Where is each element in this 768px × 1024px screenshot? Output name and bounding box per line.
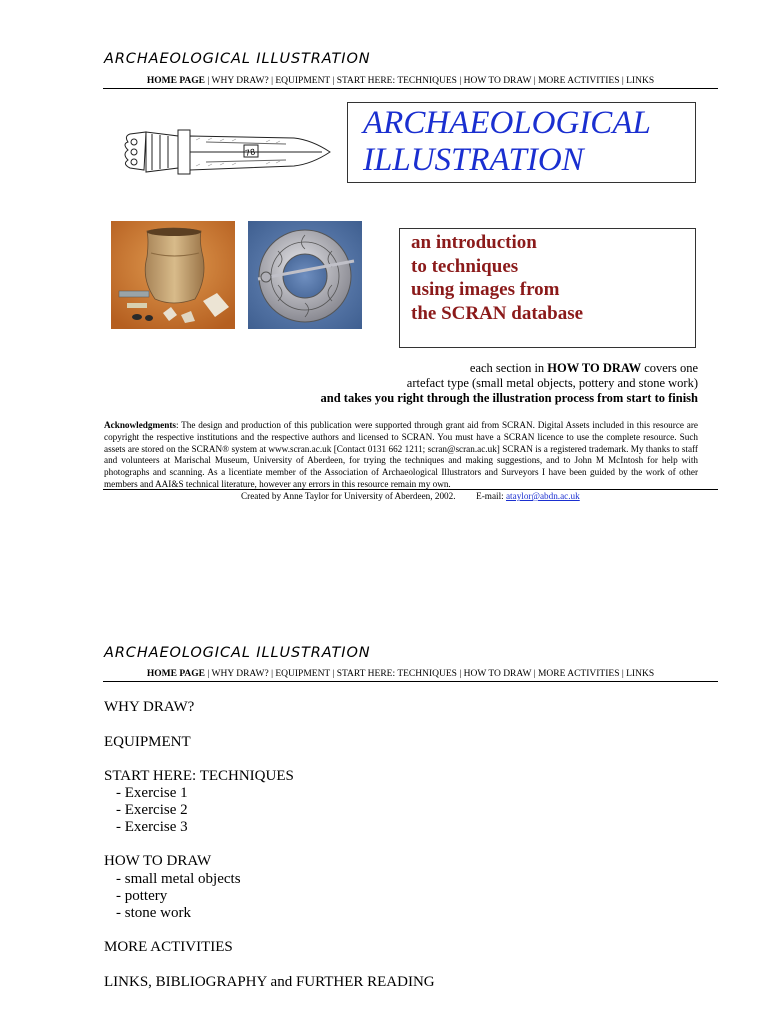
brooch-photo bbox=[248, 221, 362, 329]
toc-exercise-2[interactable]: - Exercise 2 bbox=[116, 802, 188, 818]
sections-line-2: artefact type (small metal objects, pottery and stone work) bbox=[406, 376, 698, 390]
main-title-line2: ILLUSTRATION bbox=[363, 142, 584, 178]
email-label: E-mail: bbox=[476, 491, 504, 501]
toc-pottery[interactable]: - pottery bbox=[116, 888, 168, 904]
page-header-title: ARCHAEOLOGICAL ILLUSTRATION bbox=[104, 51, 371, 67]
toc-links[interactable]: LINKS, BIBLIOGRAPHY and FURTHER READING bbox=[104, 974, 435, 990]
sections-line-1: each section in HOW TO DRAW covers one bbox=[469, 361, 698, 375]
intro-line-1: an introduction bbox=[411, 232, 537, 253]
nav-home-link[interactable]: HOME PAGE bbox=[146, 76, 206, 86]
nav-home-link-2[interactable]: HOME PAGE bbox=[146, 669, 206, 679]
toc-how-to-draw[interactable]: HOW TO DRAW bbox=[104, 853, 212, 869]
toc-exercise-3[interactable]: - Exercise 3 bbox=[116, 819, 188, 835]
acknowledgments bbox=[104, 420, 698, 491]
credit-text: Created by Anne Taylor for University of Aberdeen, 2002. bbox=[241, 491, 456, 501]
title-box bbox=[347, 102, 696, 183]
toc-stone-work[interactable]: - stone work bbox=[116, 905, 191, 921]
sections-line-3: and takes you right through the illustration process from start to finish bbox=[320, 391, 698, 405]
header-rule-2 bbox=[103, 681, 718, 682]
intro-line-2: to techniques bbox=[411, 255, 519, 277]
toc-small-metal[interactable]: - small metal objects bbox=[116, 871, 241, 887]
svg-text:78: 78 bbox=[244, 147, 256, 158]
toc-why-draw[interactable]: WHY DRAW? bbox=[104, 699, 195, 715]
nav-links[interactable]: | WHY DRAW? | EQUIPMENT | START HERE: TECHNIQUES | HOW TO DRAW | MORE ACTIVITIES | LINKS bbox=[207, 76, 655, 86]
ack-label: Acknowledgments bbox=[104, 420, 176, 430]
page2-header-title: ARCHAEOLOGICAL ILLUSTRATION bbox=[104, 645, 371, 661]
nav-bar-2 bbox=[104, 669, 697, 679]
dagger-illustration bbox=[116, 112, 338, 200]
toc-exercise-1[interactable]: - Exercise 1 bbox=[116, 785, 188, 801]
header-rule bbox=[103, 88, 718, 89]
nav-bar bbox=[104, 76, 697, 86]
intro-line-3: using images from bbox=[411, 279, 560, 300]
email-link[interactable]: ataylor@abdn.ac.uk bbox=[505, 491, 580, 501]
nav-links-2[interactable]: | WHY DRAW? | EQUIPMENT | START HERE: TECHNIQUES | HOW TO DRAW | MORE ACTIVITIES | LINKS bbox=[207, 669, 655, 679]
how-to-draw-emphasis: HOW TO DRAW bbox=[547, 361, 642, 375]
intro-line-4: the SCRAN database bbox=[411, 302, 584, 324]
pottery-photo bbox=[111, 221, 235, 329]
toc-equipment[interactable]: EQUIPMENT bbox=[104, 734, 191, 750]
toc-more-activities[interactable]: MORE ACTIVITIES bbox=[104, 939, 233, 955]
ack-rule bbox=[103, 489, 718, 490]
credit-line bbox=[241, 491, 580, 501]
main-title-line1: ARCHAEOLOGICAL bbox=[363, 105, 651, 141]
intro-box bbox=[399, 228, 696, 348]
toc-start-here[interactable]: START HERE: TECHNIQUES bbox=[104, 768, 294, 784]
ack-text: : The design and production of this publication were supported through grant aid from SCRAN. Digital Assets included in this resource are copyright the respective institutions and the respective authors and licensed to SCRAN. You must have a SCRAN licence to use the complete resource. Such assets are stored on the SCRAN® system at www.scran.ac.uk [Contact 0131 662 1211; scran@scran.ac.uk] SCRAN is a registered trademark. My thanks to staff and volunteers at Marischal Museum, University of Aberdeen, for trying the techniques and making suggestions, and to John M McIntosh for help with photographs and scanning. As a licentiate member of the Association of Archaeological Illustrators and Surveyors I have been guided by the work of other members and AAI&S technical literature, however any errors in this resource remain my own. bbox=[104, 420, 698, 489]
